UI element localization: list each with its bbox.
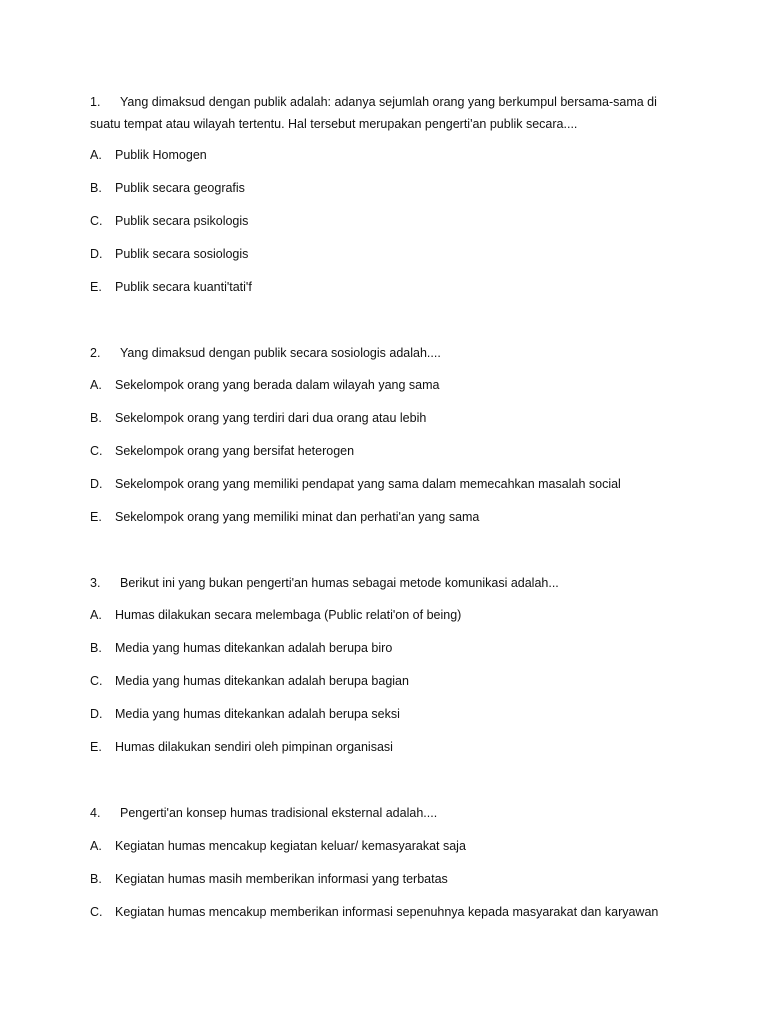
option-text: Publik Homogen <box>115 148 207 162</box>
option-text: Sekelompok orang yang berada dalam wilayah yang sama <box>115 378 440 392</box>
option-text: Sekelompok orang yang memiliki minat dan perhati'an yang sama <box>115 510 480 524</box>
option-text: Media yang humas ditekankan adalah berupa seksi <box>115 707 400 721</box>
option-letter: A. <box>90 608 102 622</box>
option-e <box>90 739 708 755</box>
option-text: Publik secara sosiologis <box>115 247 249 261</box>
option-letter: A. <box>90 378 102 392</box>
option-letter: B. <box>90 872 102 886</box>
question-4 <box>90 805 708 821</box>
option-b <box>90 180 708 196</box>
question-3 <box>90 575 708 591</box>
option-letter: C. <box>90 214 103 228</box>
option-d <box>90 246 708 262</box>
option-text: Humas dilakukan secara melembaga (Public relati'on of being) <box>115 608 462 622</box>
option-letter: E. <box>90 740 102 754</box>
option-c <box>90 673 708 689</box>
option-text: Publik secara psikologis <box>115 214 249 228</box>
option-a <box>90 607 708 623</box>
option-text: Media yang humas ditekankan adalah berupa biro <box>115 641 393 655</box>
question-number: 2. <box>90 346 101 360</box>
option-d <box>90 476 708 492</box>
option-text: Humas dilakukan sendiri oleh pimpinan organisasi <box>115 740 393 754</box>
option-letter: C. <box>90 444 103 458</box>
option-letter: A. <box>90 148 102 162</box>
option-text: Sekelompok orang yang bersifat heterogen <box>115 444 355 458</box>
question-1 <box>90 94 708 110</box>
option-letter: E. <box>90 280 102 294</box>
option-letter: D. <box>90 707 103 721</box>
option-a <box>90 377 708 393</box>
option-e <box>90 279 708 295</box>
option-text: Publik secara kuanti'tati'f <box>115 280 252 294</box>
option-a <box>90 147 708 163</box>
option-text: Media yang humas ditekankan adalah berupa bagian <box>115 674 409 688</box>
question-2 <box>90 345 708 361</box>
option-d <box>90 706 708 722</box>
option-b <box>90 410 708 426</box>
option-text: Kegiatan humas mencakup memberikan informasi sepenuhnya kepada masyarakat dan karyawan <box>115 905 659 919</box>
question-1-continuation: suatu tempat atau wilayah tertentu. Hal tersebut merupakan pengerti'an publik secara.... <box>90 117 578 131</box>
option-letter: E. <box>90 510 102 524</box>
option-letter: B. <box>90 641 102 655</box>
question-text: Pengerti'an konsep humas tradisional eksternal adalah.... <box>120 806 438 820</box>
option-c <box>90 904 708 920</box>
option-c <box>90 443 708 459</box>
option-text: Sekelompok orang yang terdiri dari dua orang atau lebih <box>115 411 427 425</box>
option-letter: D. <box>90 247 103 261</box>
option-text: Publik secara geografis <box>115 181 245 195</box>
option-b <box>90 871 708 887</box>
option-a <box>90 838 708 854</box>
option-letter: D. <box>90 477 103 491</box>
option-text: Kegiatan humas masih memberikan informasi yang terbatas <box>115 872 448 886</box>
question-number: 3. <box>90 576 101 590</box>
question-text: Yang dimaksud dengan publik secara sosiologis adalah.... <box>120 346 441 360</box>
question-text: Yang dimaksud dengan publik adalah: adanya sejumlah orang yang berkumpul bersama-sama di <box>120 95 657 109</box>
option-c <box>90 213 708 229</box>
option-e <box>90 509 708 525</box>
option-letter: C. <box>90 905 103 919</box>
option-letter: B. <box>90 411 102 425</box>
option-text: Sekelompok orang yang memiliki pendapat yang sama dalam memecahkan masalah social <box>115 477 621 491</box>
question-number: 1. <box>90 95 101 109</box>
option-letter: B. <box>90 181 102 195</box>
option-b <box>90 640 708 656</box>
option-letter: C. <box>90 674 103 688</box>
option-letter: A. <box>90 839 102 853</box>
question-number: 4. <box>90 806 101 820</box>
option-text: Kegiatan humas mencakup kegiatan keluar/ kemasyarakat saja <box>115 839 466 853</box>
question-text: Berikut ini yang bukan pengerti'an humas sebagai metode komunikasi adalah... <box>120 576 559 590</box>
